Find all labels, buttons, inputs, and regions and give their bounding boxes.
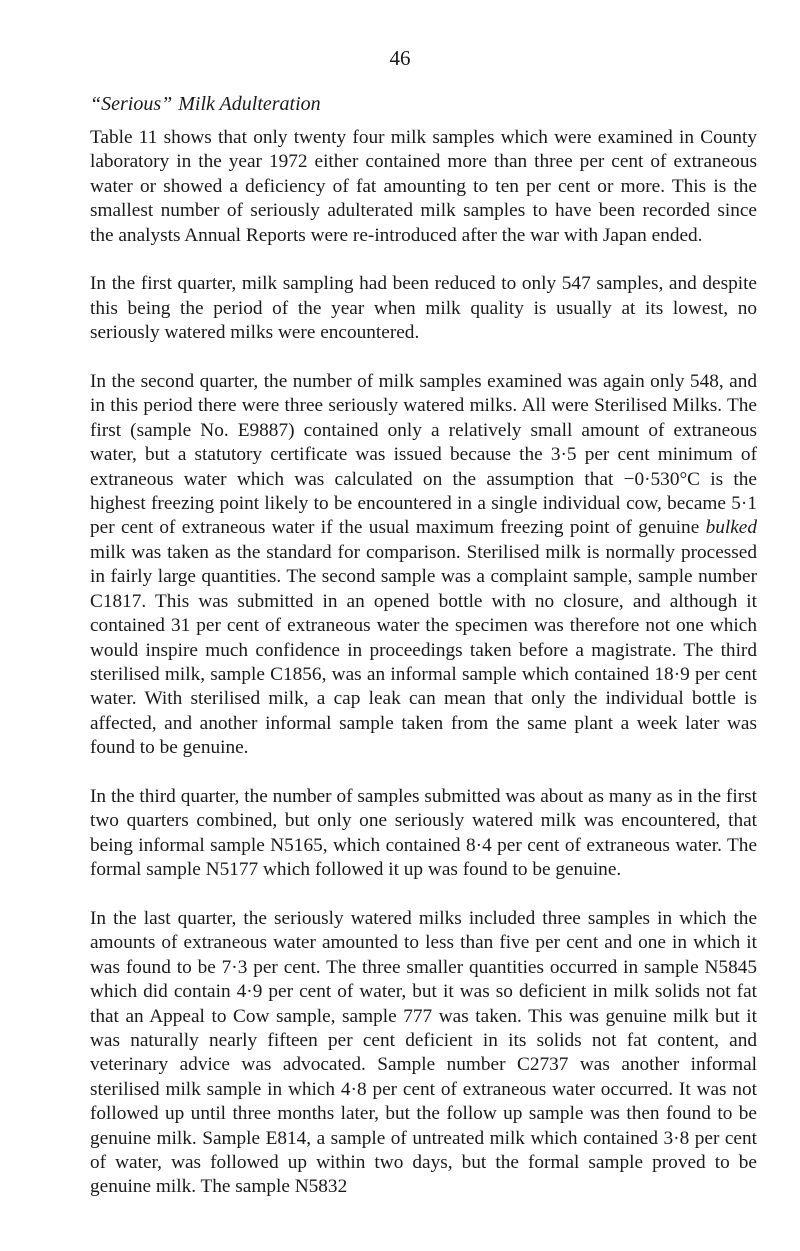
paragraph-3 [90, 370, 757, 761]
body-text [90, 126, 757, 1200]
section-heading [90, 93, 321, 116]
page-number: 46 [389, 46, 411, 70]
paragraph-1: Table 11 shows that only twenty four milk samples which were examined in County laboratory in the year 1972 either contained more than three per cent of extraneous water or showed a deficiency of fat amounting to ten per cent or more. This is the smallest number of seriously adulterated milk samples to have been recorded since the analysts Annual Reports were re-introduced after the war with Japan ended. [90, 127, 757, 246]
paragraph-3-part-2: milk was taken as the standard for comparison. Sterilised milk is normally processed in fairly large quantities. The second sample was a complaint sample, sample number C1817. This was submitted in an opened bottle with no closure, and although it contained 31 per cent of extraneous water the specimen was therefore not one which would inspire much confidence in proceedings taken before a magistrate. The third sterilised milk, sample C1856, was an informal sample which contained 18·9 per cent water. With sterilised milk, a cap leak can mean that only the individual bottle is affected, and another informal sample taken from the same plant a week later was found to be genuine. [90, 541, 757, 759]
heading-quoted-word: “Serious” [90, 93, 173, 115]
paragraph-5: In the last quarter, the seriously watered milks included three samples in which the amounts of extraneous water amounted to less than five per cent and one in which it was found to be 7·3 per cent. The three smaller quantities occurred in sample N5845 which did contain 4·9 per cent of water, but it was so deficient in milk solids not fat that an Appeal to Cow sample, sample 777 was taken. This was genuine milk but it was naturally nearly fifteen per cent deficient in its solids not fat content, and veterinary advice was advocated. Sample number C2737 was another informal sterilised milk sample in which 4·8 per cent of extraneous water occurred. It was not followed up until three months later, but the follow up sample was then found to be genuine milk. Sample E814, a sample of untreated milk which contained 3·8 per cent of water, was followed up within two days, but the formal sample proved to be genuine milk. The sample N5832 [90, 907, 757, 1198]
emphasis-bulked: bulked [705, 517, 757, 539]
paragraph-3-part-1: In the second quarter, the number of milk samples examined was again only 548, and in this period there were three seriously watered milks. All were Sterilised Milks. The first (sample No. E9887) contained only a relatively small amount of extraneous water, but a statutory certificate was issued because the 3·5 per cent minimum of extraneous water which was calculated on the assumption that −0·530°C is the highest freezing point likely to be encountered in a single individual cow, became 5·1 per cent of extraneous water if the usual maximum freezing point of genuine [90, 371, 757, 539]
paragraph-4: In the third quarter, the number of samples submitted was about as many as in the first two quarters combined, but only one seriously watered milk was encountered, that being informal sample N5165, which contained 8·4 per cent of extraneous water. The formal sample N5177 which followed it up was found to be genuine. [90, 785, 757, 881]
paragraph-2: In the first quarter, milk sampling had been reduced to only 547 samples, and despite this being the period of the year when milk quality is usually at its lowest, no seriously watered milks were encountered. [90, 273, 757, 344]
heading-rest: Milk Adulteration [178, 93, 321, 115]
